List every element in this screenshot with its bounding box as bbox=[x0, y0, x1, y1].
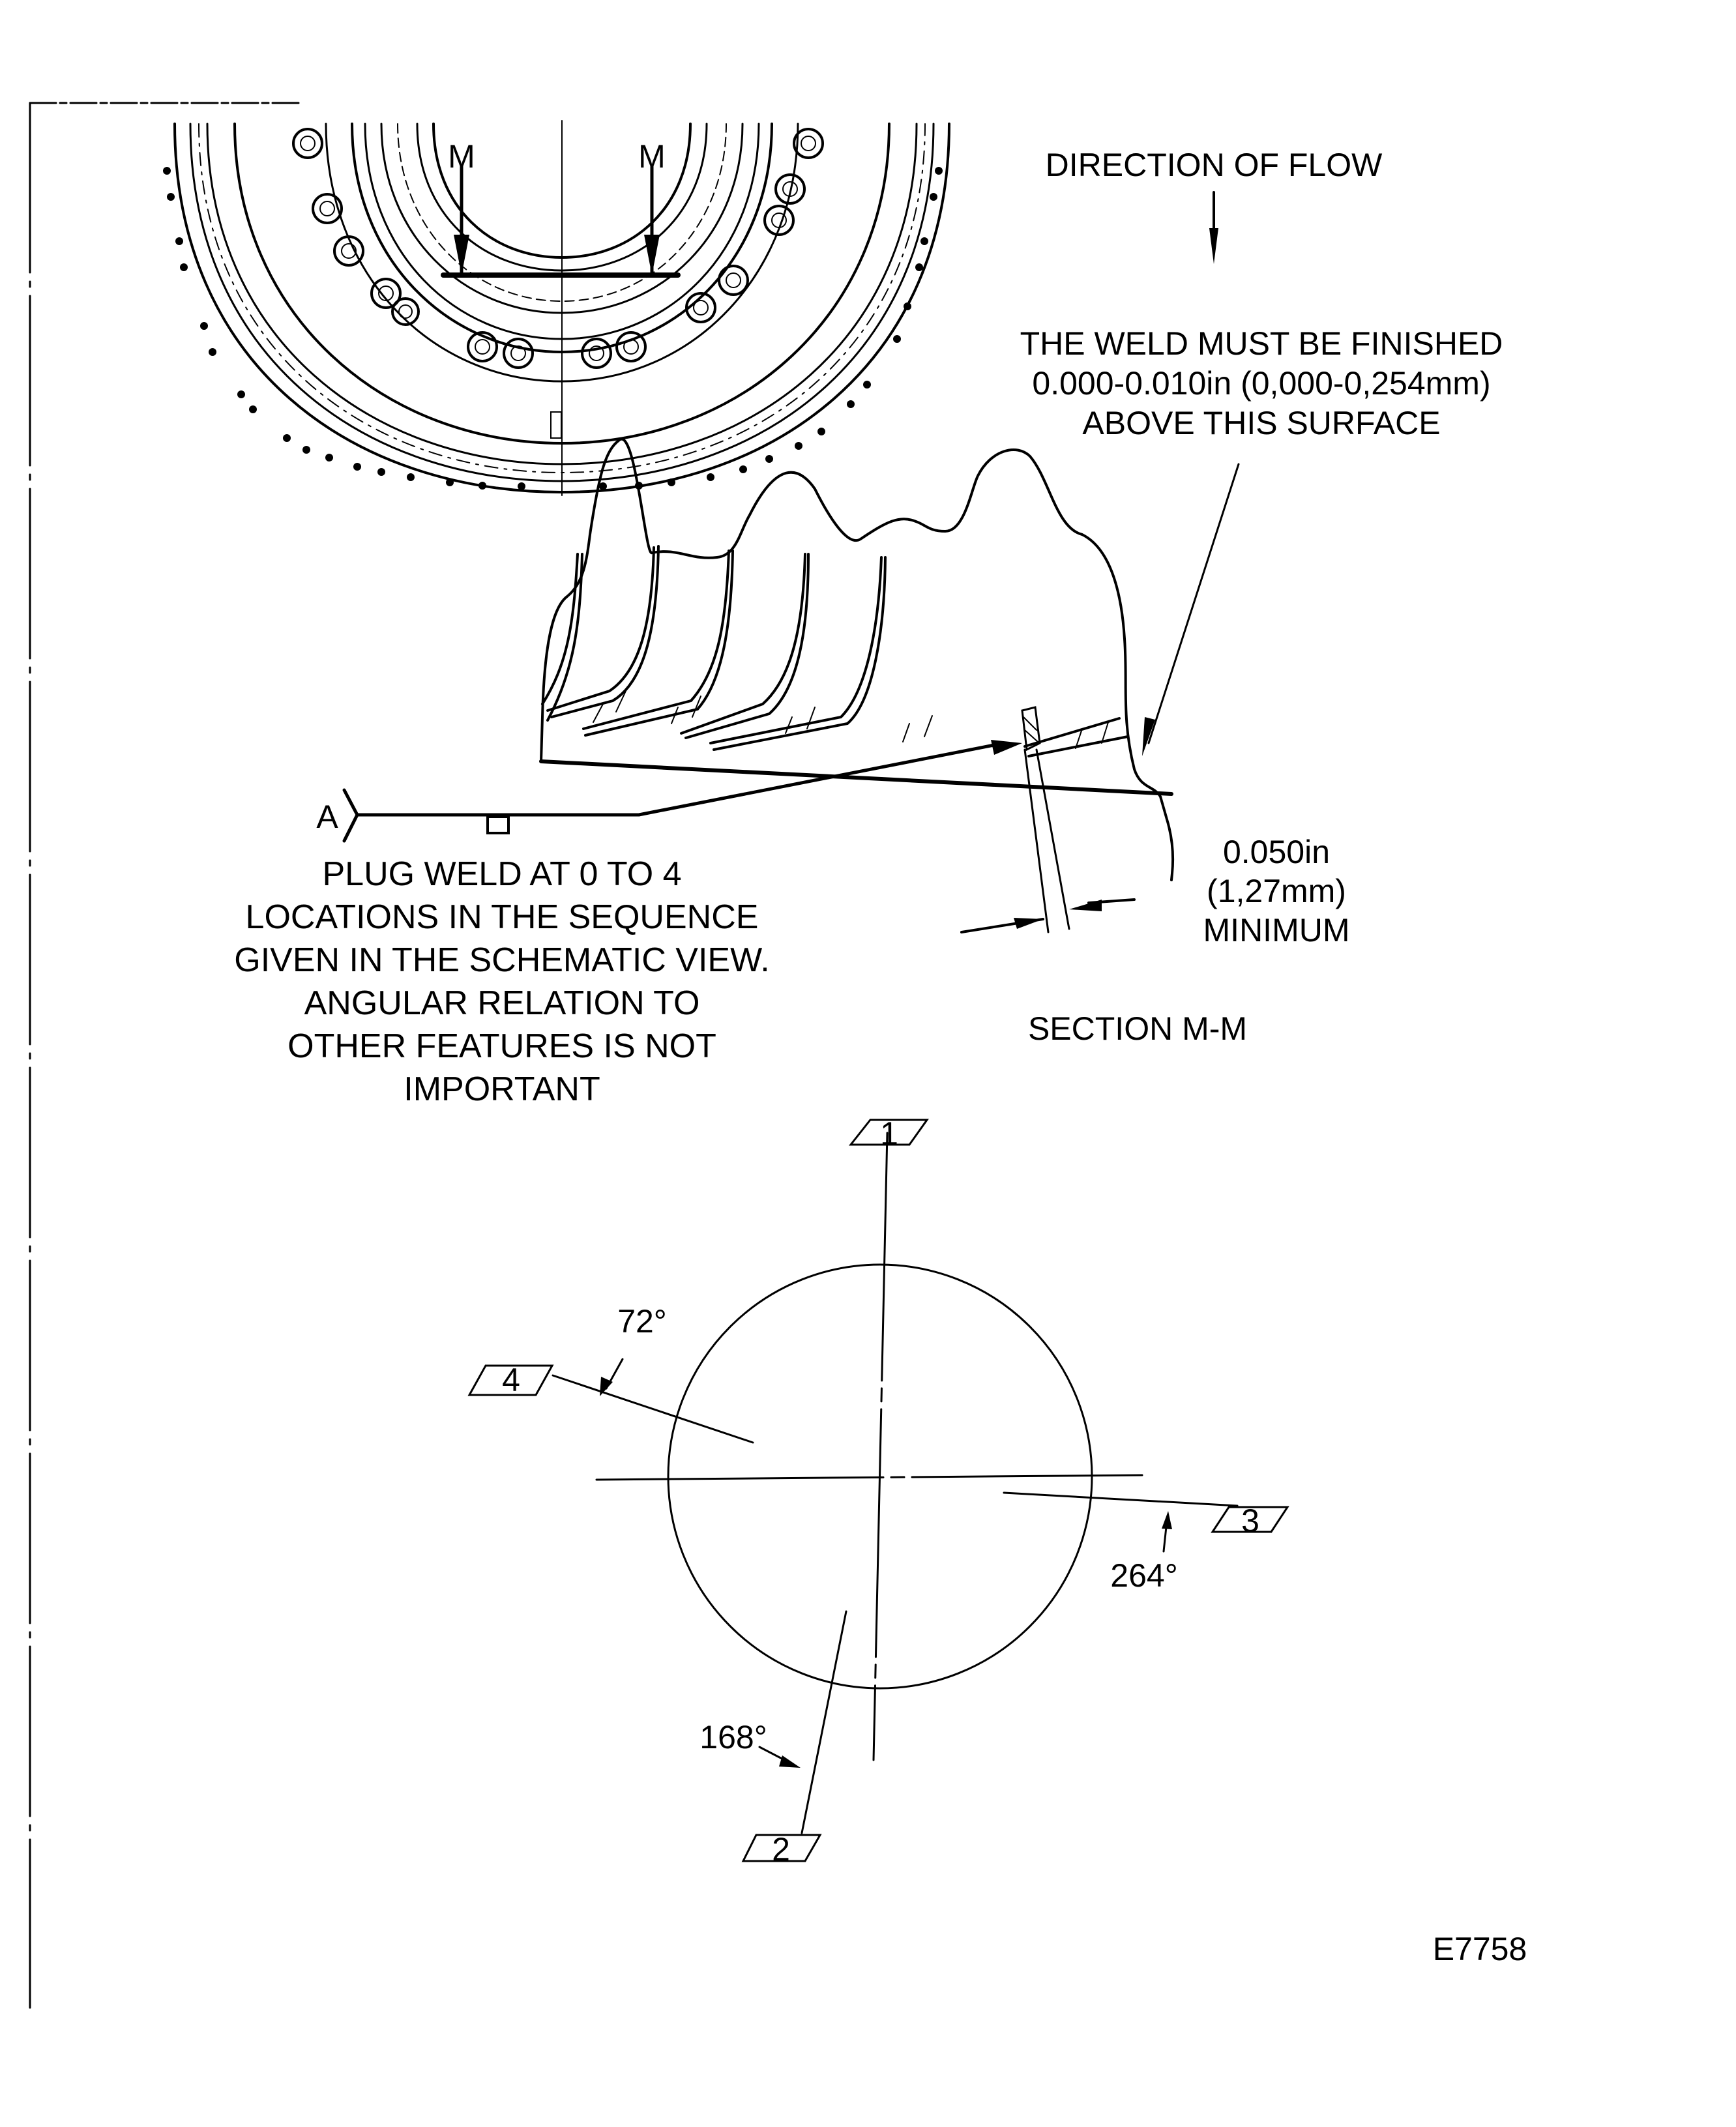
location-3-label: 3 bbox=[1241, 1503, 1259, 1539]
flow-direction-label: DIRECTION OF FLOW bbox=[1045, 147, 1383, 183]
plug-weld-line-2: LOCATIONS IN THE SEQUENCE bbox=[245, 898, 759, 936]
min-dimension-line-3: MINIMUM bbox=[1203, 912, 1350, 948]
page-border bbox=[30, 103, 300, 2008]
schematic-view bbox=[469, 1120, 1287, 1861]
location-2-label: 2 bbox=[772, 1831, 790, 1868]
plug-weld-line-1: PLUG WELD AT 0 TO 4 bbox=[322, 855, 682, 893]
location-3-angle: 264° bbox=[1110, 1557, 1178, 1594]
weld-finish-line-1: THE WELD MUST BE FINISHED bbox=[1020, 325, 1503, 362]
plug-weld-icon bbox=[344, 740, 1022, 841]
plug-weld-line-6: IMPORTANT bbox=[404, 1070, 600, 1108]
weld-finish-line-3: ABOVE THIS SURFACE bbox=[1082, 405, 1441, 441]
figure-id: E7758 bbox=[1432, 1931, 1527, 1967]
plug-weld-line-3: GIVEN IN THE SCHEMATIC VIEW. bbox=[234, 941, 770, 979]
location-4-angle: 72° bbox=[617, 1303, 667, 1340]
weld-reference-letter: A bbox=[316, 799, 338, 835]
location-2-angle: 168° bbox=[699, 1719, 767, 1755]
min-dimension-line-2: (1,27mm) bbox=[1207, 873, 1346, 909]
section-title: SECTION M-M bbox=[1027, 1010, 1248, 1047]
ring-view bbox=[163, 121, 949, 495]
section-marker-left: M bbox=[448, 138, 475, 175]
plug-weld-line-5: OTHER FEATURES IS NOT bbox=[287, 1027, 716, 1065]
location-1-label: 1 bbox=[880, 1115, 898, 1152]
arrow-down-icon bbox=[1209, 192, 1218, 264]
plug-weld-line-4: ANGULAR RELATION TO bbox=[304, 984, 700, 1022]
weld-finish-line-2: 0.000-0.010in (0,000-0,254mm) bbox=[1032, 365, 1491, 402]
min-dimension-line-1: 0.050in bbox=[1222, 834, 1331, 870]
location-4-label: 4 bbox=[502, 1362, 520, 1398]
section-marker-right: M bbox=[638, 138, 666, 175]
